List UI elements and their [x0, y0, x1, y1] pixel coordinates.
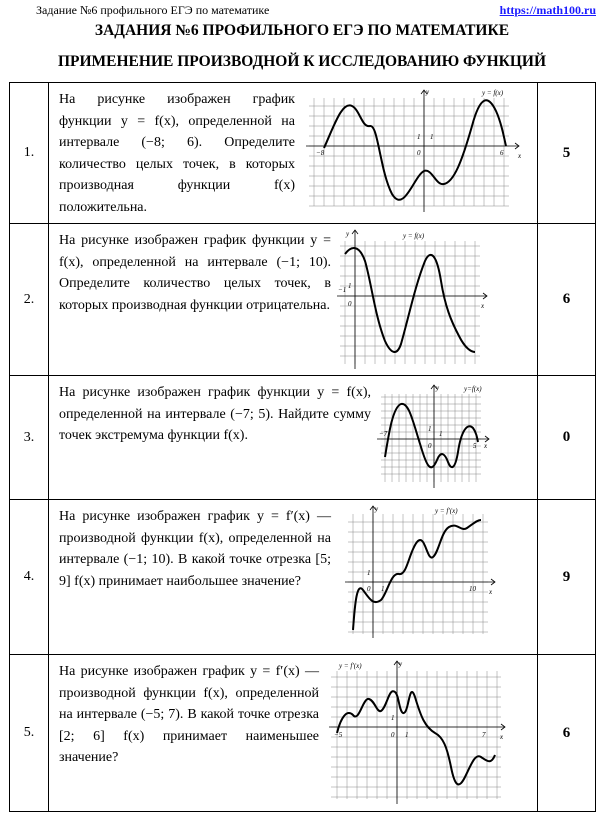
y-axis-label: y — [426, 88, 430, 96]
graph-label: y=f(x) — [464, 385, 482, 393]
x-right-tick: 10 — [469, 585, 476, 593]
task-content — [49, 376, 538, 500]
task-answer: 0 — [538, 376, 596, 500]
task-row — [10, 500, 596, 655]
y-axis-label: y — [346, 230, 350, 238]
x-left-tick: −5 — [334, 731, 343, 739]
x-axis-label: x — [518, 152, 522, 160]
page-subtitle: ПРИМЕНЕНИЕ ПРОИЗВОДНОЙ К ИССЛЕДОВАНИЮ ФУНКЦИЙ — [57, 53, 547, 70]
x-left-tick: −8 — [316, 149, 325, 157]
x-left-tick: −7 — [379, 430, 388, 438]
task-text: На рисунке изображен график y = f′(x) — производной функции f(x), определенной на интервале (−5; 7). В какой точке отрезка [2; 6] f(x) принимает наименьшее значение? — [59, 664, 319, 765]
task-row — [10, 83, 596, 224]
origin-label: 0 — [391, 731, 395, 739]
x-unit-tick: 1 — [439, 430, 443, 438]
task-row — [10, 376, 596, 500]
task-graph — [304, 86, 526, 216]
x-unit-tick: 1 — [405, 731, 409, 739]
origin-label: 0 — [348, 300, 352, 308]
function-curve — [345, 248, 475, 352]
y-axis-label: y — [436, 384, 440, 392]
task-answer: 6 — [538, 224, 596, 376]
x-right-tick: 7 — [482, 731, 486, 739]
origin-label: 0 — [428, 442, 432, 450]
x-right-tick: 5 — [473, 442, 477, 450]
task-content — [49, 500, 538, 655]
task-graph — [375, 382, 492, 492]
function-curve — [324, 100, 506, 199]
y-unit-tick: 1 — [428, 425, 432, 433]
task-content — [49, 655, 538, 812]
task-text: На рисунке изображен график функции y = f(x), определенной на интервале (−1; 10). Определите количество целых точек, в которых производная функции отрицательна. — [59, 233, 331, 313]
task-answer: 6 — [538, 655, 596, 812]
x-unit-tick: 1 — [430, 133, 434, 141]
graph-label: y = f(x) — [403, 232, 425, 240]
x-axis-label: x — [489, 588, 493, 596]
y-axis-label: y — [399, 660, 403, 668]
task-number: 2. — [10, 224, 49, 376]
graph-label: y = f(x) — [482, 89, 504, 97]
origin-label: 0 — [367, 585, 371, 593]
task-row — [10, 655, 596, 812]
task-text: На рисунке изображен график функции y = f(x), определенной на интервале (−8; 6). Определите количество целых точек, в которых производная функции f(x) положительна. — [59, 92, 295, 215]
task-graph — [343, 502, 499, 642]
graph-label: y = f′(x) — [339, 662, 362, 670]
y-unit-tick: 1 — [391, 714, 395, 722]
tasks-table — [9, 82, 596, 812]
x-axis-label: x — [484, 442, 488, 450]
y-unit-tick: 1 — [348, 282, 352, 290]
task-number: 5. — [10, 655, 49, 812]
task-number: 4. — [10, 500, 49, 655]
task-graph — [335, 226, 491, 372]
page-title: ЗАДАНИЯ №6 ПРОФИЛЬНОГО ЕГЭ ПО МАТЕМАТИКЕ — [94, 22, 510, 39]
function-curve — [337, 691, 495, 784]
task-number: 3. — [10, 376, 49, 500]
task-text: На рисунке изображен график функции y = f(x), определенной на интервале (−7; 5). Найдите сумму точек экстремума функции f(x). — [59, 385, 371, 443]
y-unit-tick: 1 — [417, 133, 421, 141]
task-content — [49, 83, 538, 224]
x-axis-label: x — [500, 733, 504, 741]
y-axis-label: y — [375, 505, 379, 513]
task-text: На рисунке изображен график y = f′(x) — производной функции f(x), определенной на интервале (−1; 10). В какой точке отрезка [5; 9] f(x) принимает наибольшее значение? — [59, 509, 331, 589]
x-axis-label: x — [481, 302, 485, 310]
header-subject: Задание №6 профильного ЕГЭ по математике — [36, 3, 270, 17]
task-number: 1. — [10, 83, 49, 224]
task-content — [49, 224, 538, 376]
x-neg-one-tick: −1 — [338, 286, 347, 294]
task-answer: 9 — [538, 500, 596, 655]
x-unit-tick: 1 — [381, 585, 385, 593]
function-curve — [353, 520, 481, 630]
header-site-link[interactable]: https://math100.ru — [499, 3, 596, 17]
task-row — [10, 224, 596, 376]
y-unit-tick: 1 — [367, 569, 371, 577]
graph-label: y = f′(x) — [435, 507, 458, 515]
task-answer: 5 — [538, 83, 596, 224]
origin-label: 0 — [417, 149, 421, 157]
x-right-tick: 6 — [500, 149, 504, 157]
task-graph — [325, 657, 509, 807]
